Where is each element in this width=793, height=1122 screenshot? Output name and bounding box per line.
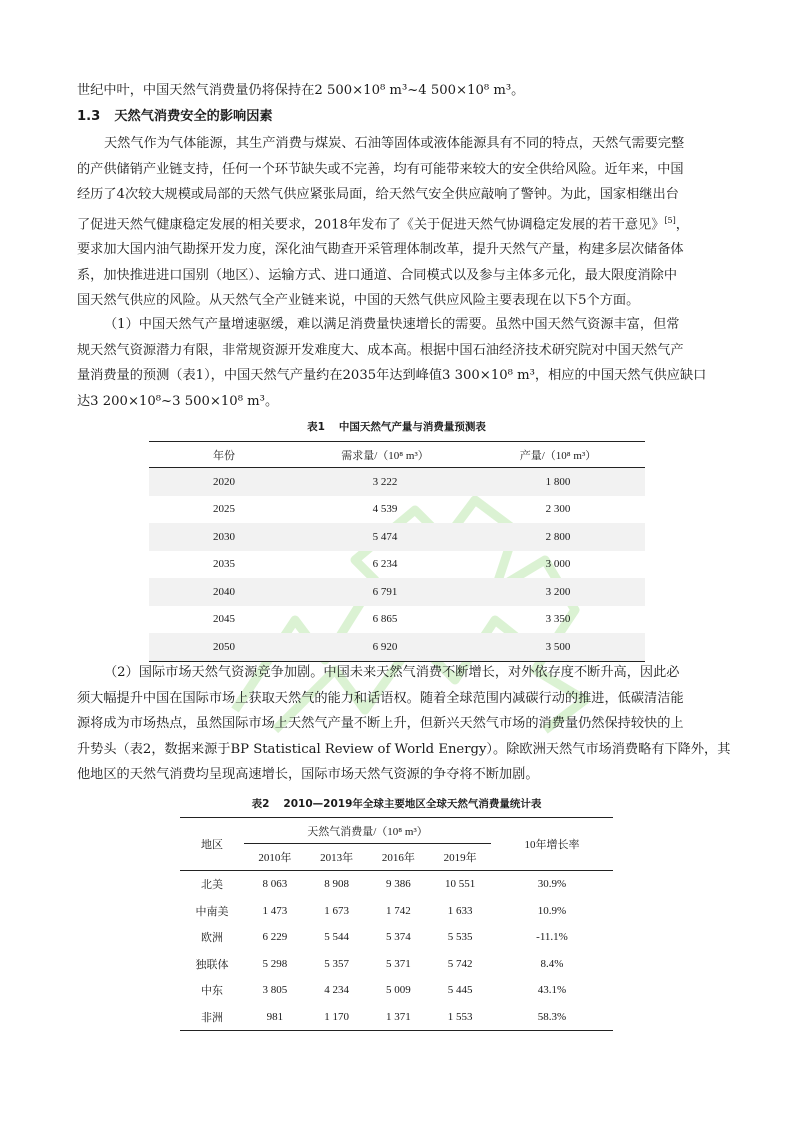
text-line: 要求加大国内油气勘探开发力度，深化油气勘查开采管理体制改革，提升天然气产量，构建多层次储备体 <box>77 242 684 258</box>
cell-production: 3 500 <box>471 633 645 661</box>
table-row <box>149 578 645 606</box>
table2-title: 2010—2019年全球主要地区全球天然气消费量统计表 <box>283 798 542 810</box>
cell-value: 5 298 <box>262 957 288 970</box>
cell-value: 8 908 <box>324 878 349 891</box>
cell-demand: 5 474 <box>299 523 471 551</box>
cell-demand: 6 920 <box>299 633 471 661</box>
cell-value: 10 551 <box>445 878 476 891</box>
cell-region: 中东 <box>201 985 223 998</box>
cell-value: 981 <box>244 1004 306 1031</box>
cell-value: 5 742 <box>447 957 473 970</box>
table-header-row <box>149 442 645 468</box>
cell-growth: -11.1% <box>536 931 568 944</box>
column-header-demand: 需求量/（10⁸ m³） <box>299 442 471 468</box>
section-number: 1.3 <box>77 109 101 124</box>
cell-region: 北美 <box>201 879 223 892</box>
cell-value: 1 371 <box>368 1004 430 1031</box>
cell-value: 4 234 <box>324 984 349 997</box>
column-header-growth-rate: 10年增长率 <box>491 818 613 871</box>
paragraph-overview <box>77 131 717 314</box>
table-row <box>149 468 645 496</box>
cell-region: 中南美 <box>195 905 229 918</box>
cell-value: 5 535 <box>447 931 473 944</box>
table-header-row <box>180 818 613 844</box>
column-header-year: 2010年 <box>244 844 306 871</box>
cell-value: 5 445 <box>447 984 473 997</box>
cell-year: 2025 <box>213 503 235 516</box>
text-line: 升势头（表2，数据来源于BP Statistical Review of World Energy）。除欧洲天然气市场消费略有下降外，其 <box>77 741 731 757</box>
cell-value: 9 386 <box>386 878 411 891</box>
cell-value: 5 357 <box>324 957 349 970</box>
text-line: 规天然气资源潜力有限，非常规资源开发难度大、成本高。根据中国石油经济技术研究院对中国天然气产 <box>77 342 684 358</box>
paragraph-intro-end <box>77 78 717 104</box>
table-row <box>180 977 613 1004</box>
cell-production: 2 800 <box>471 523 645 551</box>
cell-year: 2035 <box>213 558 235 571</box>
column-header-year: 2016年 <box>368 844 430 871</box>
table-row <box>149 551 645 579</box>
table-row <box>180 871 613 898</box>
text-line: 须大幅提升中国在国际市场上获取天然气的能力和话语权。随着全球范围内减碳行动的推进，低碳清洁能 <box>77 690 684 706</box>
cell-region: 独联体 <box>195 958 229 971</box>
cell-value: 5 374 <box>386 931 411 944</box>
table-row <box>149 633 645 661</box>
cell-value: 1 553 <box>429 1004 491 1031</box>
column-header-year: 2019年 <box>429 844 491 871</box>
cell-value: 1 633 <box>447 904 473 917</box>
cell-region: 非洲 <box>180 1004 244 1031</box>
table1-label: 表1 <box>307 421 325 433</box>
cell-year: 2040 <box>149 578 299 606</box>
table-row <box>180 1004 613 1031</box>
table-row <box>180 898 613 925</box>
table-row <box>180 951 613 978</box>
text-line: 量消费量的预测（表1），中国天然气产量约在2035年达到峰值3 300×10⁸ m³，相应的中国天然气供应缺口 <box>77 368 707 383</box>
cell-growth: 8.4% <box>540 957 564 970</box>
text-line: 的产供储销产业链支持，任何一个环节缺失或不完善，均有可能带来较大的安全供给风险。近年来，中国 <box>77 161 684 177</box>
section-title: 天然气消费安全的影响因素 <box>114 109 273 124</box>
table-row <box>149 606 645 634</box>
table1-title: 中国天然气产量与消费量预测表 <box>338 421 486 433</box>
cell-growth: 30.9% <box>537 878 567 891</box>
cell-value: 5 544 <box>324 931 349 944</box>
text-segment: ， <box>675 216 689 232</box>
cell-demand: 4 539 <box>372 503 398 516</box>
table-row <box>149 496 645 524</box>
column-header-production: 产量/（10⁸ m³） <box>471 442 645 468</box>
cell-value: 8 063 <box>262 878 288 891</box>
cell-production: 3 200 <box>471 578 645 606</box>
cell-demand: 6 791 <box>299 578 471 606</box>
text-line: 源将成为市场热点，虽然国际市场上天然气产量不断上升，但新兴天然气市场的消费量仍然保持较快的上 <box>77 716 684 731</box>
column-header-year: 年份 <box>149 442 299 468</box>
text-line: 达3 200×10⁸~3 500×10⁸ m³。 <box>77 393 279 409</box>
section-heading <box>77 105 273 124</box>
cell-demand: 6 234 <box>372 558 398 571</box>
text-line: 系，加快推进进口国别（地区）、运输方式、进口通道、合同模式以及参与主体多元化，最大限度消除中 <box>77 267 678 283</box>
cell-growth: 10.9% <box>537 904 567 917</box>
text-line: 他地区的天然气消费均呈现高速增长，国际市场天然气资源的争夺将不断加剧。 <box>77 767 539 782</box>
cell-year: 2050 <box>149 633 299 661</box>
text-line: 经历了4次较大规模或局部的天然气供应紧张局面，给天然气安全供应敲响了警钟。为此，国家相继出台 <box>77 187 679 202</box>
text-segment: 了促进天然气健康稳定发展的相关要求，2018年发布了《关于促进天然气协调稳定发展的若干意见》 <box>77 216 665 232</box>
table2-label: 表2 <box>251 798 270 810</box>
table2-caption <box>0 796 793 811</box>
cell-year: 2030 <box>149 523 299 551</box>
table-row <box>180 924 613 951</box>
cell-production: 2 300 <box>545 503 571 516</box>
cell-demand: 6 865 <box>372 613 398 626</box>
cell-production: 3 350 <box>545 613 571 626</box>
text-line: 国天然气供应的风险。从天然气全产业链来说，中国的天然气供应风险主要表现在以下5个方面。 <box>77 293 640 309</box>
table-row <box>149 523 645 551</box>
column-header-year: 2013年 <box>306 844 368 871</box>
cell-value: 5 371 <box>386 957 411 970</box>
cell-production: 3 000 <box>545 558 571 571</box>
citation-ref: [5] <box>664 215 676 225</box>
text-line: 世纪中叶，中国天然气消费量仍将保持在2 500×10⁸ m³~4 500×10⁸ m³。 <box>77 83 525 98</box>
text-line: 天然气作为气体能源，其生产消费与煤炭、石油等固体或液体能源具有不同的特点，天然气需要完整 <box>104 136 685 151</box>
text-line <box>77 208 717 238</box>
cell-value: 5 009 <box>386 984 411 997</box>
cell-year: 2020 <box>149 468 299 496</box>
cell-growth: 43.1% <box>537 984 567 997</box>
table1 <box>149 441 645 662</box>
cell-value: 6 229 <box>262 931 288 944</box>
cell-value: 3 805 <box>262 984 288 997</box>
cell-production: 1 800 <box>471 468 645 496</box>
cell-year: 2045 <box>213 613 235 626</box>
cell-value: 1 673 <box>324 904 349 917</box>
paragraph-point-2 <box>77 660 731 788</box>
paragraph-point-1 <box>77 312 717 414</box>
cell-value: 1 742 <box>386 904 411 917</box>
table1-caption <box>0 419 793 434</box>
text-line: （1）中国天然气产量增速驱缓，难以满足消费量快速增长的需要。虽然中国天然气资源丰富，但常 <box>104 317 680 332</box>
cell-value: 1 473 <box>262 904 288 917</box>
cell-region: 欧洲 <box>201 932 223 945</box>
table2 <box>180 817 613 1031</box>
cell-growth: 58.3% <box>491 1004 613 1031</box>
column-group-header-consumption: 天然气消费量/（10⁸ m³） <box>244 818 491 844</box>
cell-demand: 3 222 <box>299 468 471 496</box>
cell-value: 1 170 <box>306 1004 368 1031</box>
column-header-region: 地区 <box>180 818 244 871</box>
text-line: （2）国际市场天然气资源竞争加剧。中国未来天然气消费不断增长，对外依存度不断升高，因此必 <box>104 665 680 680</box>
